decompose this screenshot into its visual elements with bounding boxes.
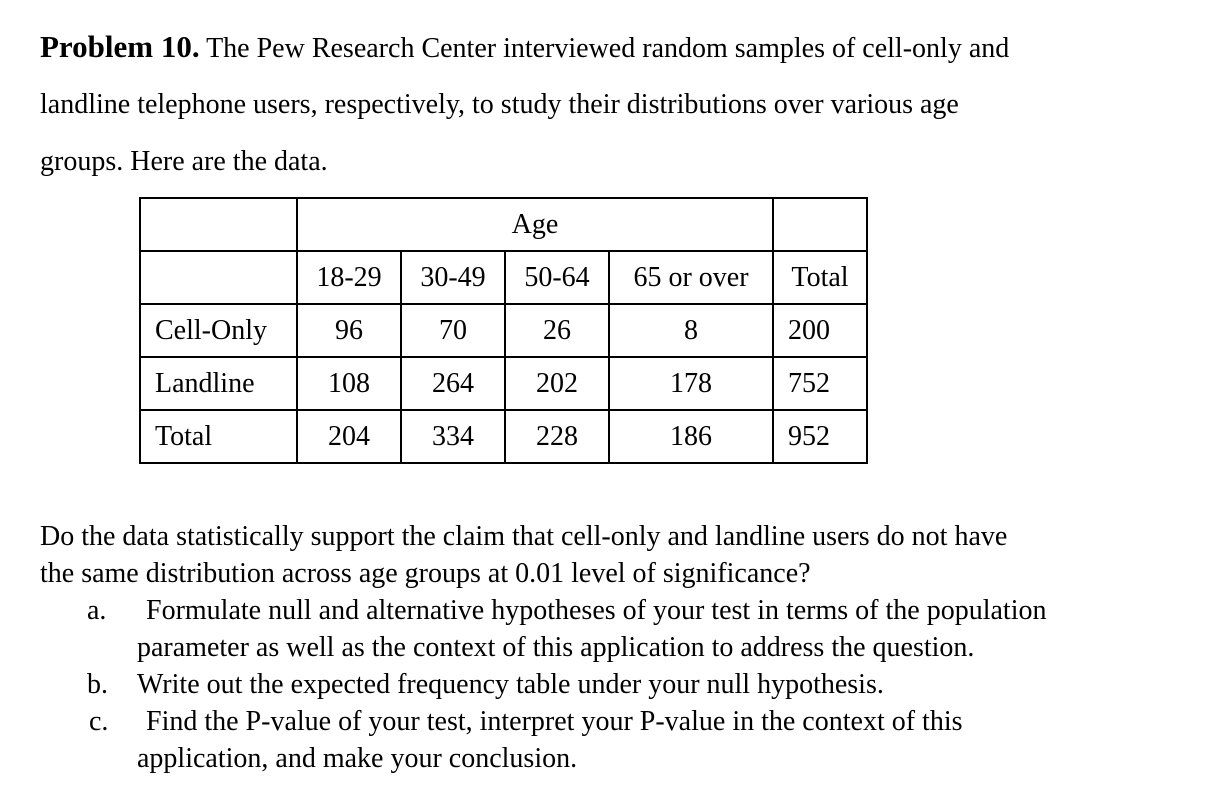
table-cell: 8 — [609, 304, 773, 357]
table-cell: 228 — [505, 410, 609, 463]
table-cell: 334 — [401, 410, 505, 463]
table-header-row-columns — [140, 251, 867, 304]
table-cell-total: 200 — [773, 304, 867, 357]
table-cell: 70 — [401, 304, 505, 357]
row-label-total: Total — [140, 410, 297, 463]
item-b-line-1: Write out the expected frequency table under your null hypothesis. — [137, 669, 884, 700]
column-header-65-or-over: 65 or over — [609, 251, 773, 304]
table-cell-total: 952 — [773, 410, 867, 463]
item-c-line-1: Find the P-value of your test, interpret your P-value in the context of this — [146, 706, 963, 737]
table-row — [140, 357, 867, 410]
item-marker-a: a. — [87, 595, 107, 626]
item-marker-c: c. — [89, 706, 109, 737]
table-cell: 204 — [297, 410, 401, 463]
table-cell: 202 — [505, 357, 609, 410]
row-label-cell-only: Cell-Only — [140, 304, 297, 357]
question-line-2: the same distribution across age groups at 0.01 level of significance? — [40, 558, 811, 589]
table-cell: 186 — [609, 410, 773, 463]
table-cell: 108 — [297, 357, 401, 410]
problem-title: Problem 10. — [40, 29, 200, 64]
table-header-row-group — [140, 198, 867, 251]
table-row — [140, 410, 867, 463]
item-a-line-1: Formulate null and alternative hypotheses of your test in terms of the population — [146, 595, 1047, 626]
column-header-18-29: 18-29 — [297, 251, 401, 304]
table-cell: 26 — [505, 304, 609, 357]
table-cell: 264 — [401, 357, 505, 410]
table-cell-total: 752 — [773, 357, 867, 410]
data-table — [139, 197, 868, 464]
problem-intro-line-1 — [40, 30, 1009, 66]
table-cell: 96 — [297, 304, 401, 357]
intro-text-1: The Pew Research Center interviewed random samples of cell-only and — [206, 33, 1010, 64]
column-header-50-64: 50-64 — [505, 251, 609, 304]
question-line-1: Do the data statistically support the claim that cell-only and landline users do not have — [40, 521, 1008, 552]
table-empty-header-cell — [773, 198, 867, 251]
table-cell: 178 — [609, 357, 773, 410]
problem-intro-line-2: landline telephone users, respectively, to study their distributions over various age — [40, 89, 959, 120]
table-empty-label-cell — [140, 251, 297, 304]
item-c-line-2: application, and make your conclusion. — [137, 743, 578, 774]
age-group-header: Age — [297, 198, 773, 251]
table-corner-cell — [140, 198, 297, 251]
row-label-landline: Landline — [140, 357, 297, 410]
problem-intro-line-3: groups. Here are the data. — [40, 146, 328, 177]
item-a-line-2: parameter as well as the context of this application to address the question. — [137, 632, 975, 663]
item-marker-b: b. — [87, 669, 108, 700]
table-row — [140, 304, 867, 357]
column-header-total: Total — [773, 251, 867, 304]
column-header-30-49: 30-49 — [401, 251, 505, 304]
